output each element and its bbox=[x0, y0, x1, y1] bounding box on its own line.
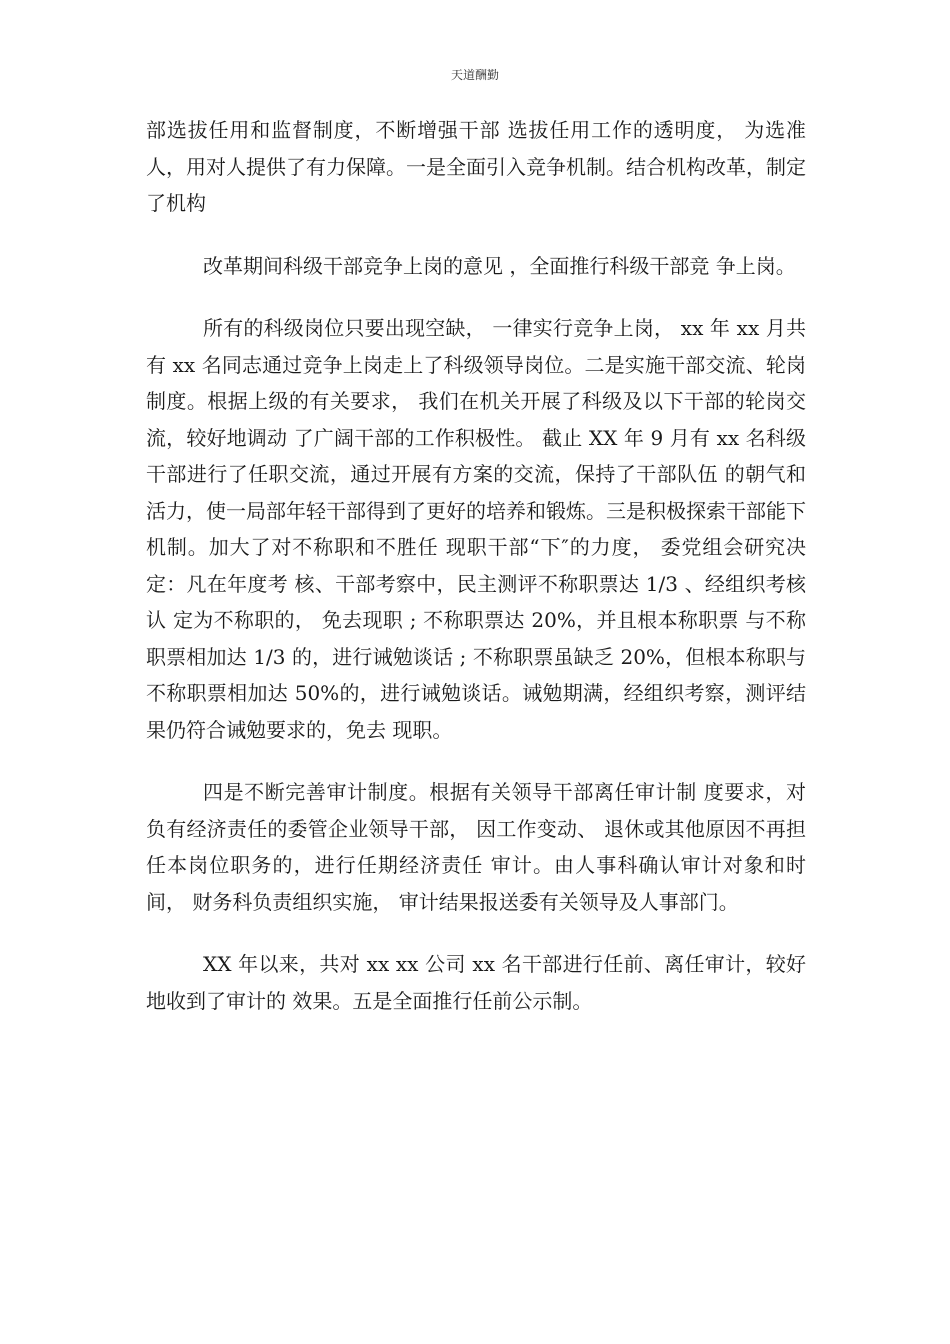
paragraph-audit-system: 四是不断完善审计制度。根据有关领导干部离任审计制 度要求，对负有经济责任的委管企业领导干部， 因工作变动、 退休或其他原因不再担任本岗位职务的，进行任期经济责任 审计。由人事科确认审计对象和时间， 财务科负责组织实施， 审计结果报送委有关领导及人事部门。 bbox=[146, 780, 806, 914]
paragraph-competition-rotation: 所有的科级岗位只要出现空缺， 一律实行竞争上岗， xx 年 xx 月共有 xx 名同志通过竞争上岗走上了科级领导岗位。二是实施干部交流、轮岗制度。根据上级的有关要求， 我们在机关开展了科级及以下干部的轮岗交流，较好地调动 了广阔干部的工作积极性。 截止 XX 年 9 月有 xx 名科级干部进行了任职交流，通过开展有方案的交流，保持了干部队伍 的朝气和活力，使一局部年轻干部得到了更好的培养和锻炼。三是积极探索干部能下机制。加大了对不称职和不胜任 现职干部“下″的力度， 委党组会研究决定：凡在年度考 核、干部考察中，民主测评不称职票达 1/3 、经组织考核认 定为不称职的， 免去现职 ; 不称职票达 20%，并且根本称职票 与不称职票相加达 1/3 的，进行诫勉谈话 ; 不称职票虽缺乏 20%，但根本称职与不称职票相加达 50%的，进行诫勉谈话。诫勉期满，经组织考察，测评结果仍符合诫勉要求的，免去 现职。 bbox=[146, 316, 806, 742]
paragraph-audit-results: XX 年以来，共对 xx xx 公司 xx 名干部进行任前、离任审计，较好地收到了审计的 效果。五是全面推行任前公示制。 bbox=[146, 952, 806, 1013]
paragraph-competition-opinion: 改革期间科级干部竞争上岗的意见 ，全面推行科级干部竞 争上岗。 bbox=[203, 253, 796, 278]
paragraph-continuation: 部选拔任用和监督制度，不断增强干部 选拔任用工作的透明度， 为选准人，用对人提供了有力保障。一是全面引入竞争机制。结合机构改革，制定了机构 bbox=[146, 118, 806, 215]
page-header-title: 天道酬勤 bbox=[450, 68, 499, 82]
document-body bbox=[146, 112, 806, 1045]
